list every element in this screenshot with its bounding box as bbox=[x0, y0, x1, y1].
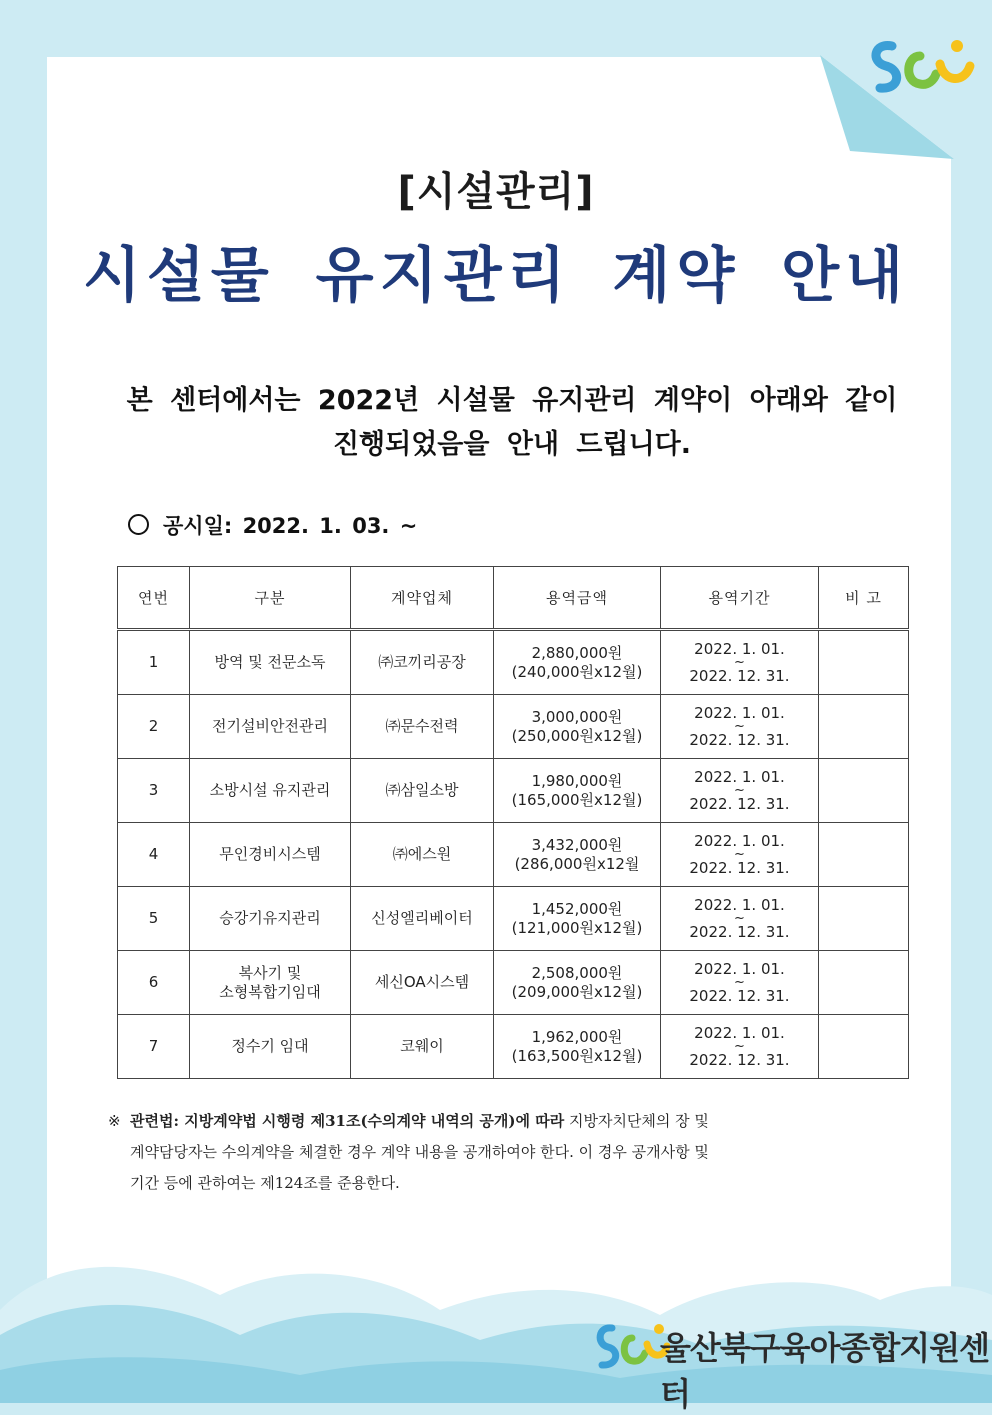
period-tilde: ~ bbox=[734, 782, 745, 798]
amount-monthly: (163,500원x12월) bbox=[511, 1046, 643, 1065]
reference-mark: ※ bbox=[108, 1112, 121, 1130]
amount-total: 2,508,000원 bbox=[531, 963, 623, 982]
organization-name: 울산북구육아종합지원센터 bbox=[660, 1329, 990, 1413]
footnote-line-2: 계약담당자는 수의계약을 체결한 경우 계약 내용을 공개하여야 한다. 이 경우 공개사항 및 bbox=[130, 1143, 709, 1161]
cell-amount bbox=[494, 823, 661, 887]
cell-no: 3 bbox=[118, 759, 190, 823]
amount-monthly: (209,000원x12월) bbox=[511, 982, 643, 1001]
period-tilde: ~ bbox=[734, 718, 745, 734]
period-start: 2022. 1. 01. bbox=[694, 639, 785, 658]
period-end: 2022. 12. 31. bbox=[689, 730, 790, 749]
amount-total: 3,432,000원 bbox=[531, 835, 623, 854]
amount-monthly: (121,000원x12월) bbox=[511, 918, 643, 937]
cell-period bbox=[661, 951, 819, 1015]
intro-line-2: 진행되었음을 안내 드립니다. bbox=[332, 429, 692, 460]
cell-amount bbox=[494, 630, 661, 695]
contracts-table bbox=[117, 566, 909, 1079]
amount-total: 1,962,000원 bbox=[531, 1027, 623, 1046]
period-tilde: ~ bbox=[734, 654, 745, 670]
period-start: 2022. 1. 01. bbox=[694, 767, 785, 786]
period-end: 2022. 12. 31. bbox=[689, 922, 790, 941]
footnote-law-reference: 관련법: 지방계약법 시행령 제31조(수의계약 내역의 공개)에 따라 bbox=[130, 1112, 565, 1130]
category-text-2: 소형복합기임대 bbox=[219, 982, 321, 1001]
table-row bbox=[118, 695, 909, 759]
cell-amount bbox=[494, 759, 661, 823]
header-category: 구분 bbox=[190, 567, 351, 630]
cell-period bbox=[661, 1015, 819, 1079]
cell-amount bbox=[494, 1015, 661, 1079]
cell-vendor: ㈜코끼리공장 bbox=[351, 630, 494, 695]
cell-note bbox=[819, 823, 909, 887]
amount-total: 1,452,000원 bbox=[531, 899, 623, 918]
cell-note bbox=[819, 951, 909, 1015]
legal-footnote bbox=[108, 1106, 898, 1199]
table-row bbox=[118, 759, 909, 823]
period-tilde: ~ bbox=[734, 846, 745, 862]
cell-note bbox=[819, 887, 909, 951]
header-amount: 용역금액 bbox=[494, 567, 661, 630]
period-end: 2022. 12. 31. bbox=[689, 666, 790, 685]
header-note: 비 고 bbox=[819, 567, 909, 630]
cell-category bbox=[190, 951, 351, 1015]
cell-vendor: ㈜문수전력 bbox=[351, 695, 494, 759]
cell-amount bbox=[494, 887, 661, 951]
cell-no: 5 bbox=[118, 887, 190, 951]
amount-monthly: (240,000원x12월) bbox=[511, 662, 643, 681]
cell-period bbox=[661, 759, 819, 823]
cell-note bbox=[819, 1015, 909, 1079]
period-start: 2022. 1. 01. bbox=[694, 703, 785, 722]
amount-total: 3,000,000원 bbox=[531, 707, 623, 726]
cell-note bbox=[819, 695, 909, 759]
cell-vendor: 세신OA시스템 bbox=[351, 951, 494, 1015]
cell-period bbox=[661, 630, 819, 695]
cell-category bbox=[190, 630, 351, 695]
amount-monthly: (165,000원x12월) bbox=[511, 790, 643, 809]
period-start: 2022. 1. 01. bbox=[694, 831, 785, 850]
period-start: 2022. 1. 01. bbox=[694, 895, 785, 914]
cell-period bbox=[661, 823, 819, 887]
table-header-row bbox=[118, 567, 909, 630]
category-text: 승강기유지관리 bbox=[219, 909, 321, 927]
table-row bbox=[118, 951, 909, 1015]
header-vendor: 계약업체 bbox=[351, 567, 494, 630]
cell-vendor: ㈜삼일소방 bbox=[351, 759, 494, 823]
period-tilde: ~ bbox=[734, 910, 745, 926]
footnote-line-1-rest: 지방자치단체의 장 및 bbox=[564, 1112, 709, 1130]
cell-category bbox=[190, 695, 351, 759]
page-subtitle: [시설관리] bbox=[397, 169, 595, 215]
footer-logo-icon bbox=[590, 1318, 670, 1378]
header-no: 연번 bbox=[118, 567, 190, 630]
cell-no: 6 bbox=[118, 951, 190, 1015]
cell-period bbox=[661, 887, 819, 951]
category-text: 소방시설 유지관리 bbox=[209, 781, 331, 799]
cell-note bbox=[819, 630, 909, 695]
cell-vendor: ㈜에스원 bbox=[351, 823, 494, 887]
cell-no: 1 bbox=[118, 630, 190, 695]
table-row bbox=[118, 630, 909, 695]
category-text: 복사기 및 bbox=[238, 963, 302, 982]
cell-period bbox=[661, 695, 819, 759]
cell-amount bbox=[494, 695, 661, 759]
period-end: 2022. 12. 31. bbox=[689, 986, 790, 1005]
period-start: 2022. 1. 01. bbox=[694, 959, 785, 978]
cell-no: 4 bbox=[118, 823, 190, 887]
page-title: 시설물 유지관리 계약 안내 bbox=[82, 241, 910, 311]
footnote-line-3: 기간 등에 관하여는 제124조를 준용한다. bbox=[130, 1174, 400, 1192]
table-row bbox=[118, 1015, 909, 1079]
period-end: 2022. 12. 31. bbox=[689, 794, 790, 813]
table-row bbox=[118, 887, 909, 951]
category-text: 무인경비시스템 bbox=[219, 845, 321, 863]
cell-vendor: 신성엘리베이터 bbox=[351, 887, 494, 951]
cell-amount bbox=[494, 951, 661, 1015]
cell-category bbox=[190, 759, 351, 823]
period-tilde: ~ bbox=[734, 1038, 745, 1054]
cell-category bbox=[190, 887, 351, 951]
cell-vendor: 코웨이 bbox=[351, 1015, 494, 1079]
period-tilde: ~ bbox=[734, 974, 745, 990]
cell-no: 2 bbox=[118, 695, 190, 759]
period-end: 2022. 12. 31. bbox=[689, 858, 790, 877]
category-text: 전기설비안전관리 bbox=[212, 717, 328, 735]
period-end: 2022. 12. 31. bbox=[689, 1050, 790, 1069]
cell-note bbox=[819, 759, 909, 823]
notice-date-label: 공시일: 2022. 1. 03. ~ bbox=[163, 514, 418, 538]
header-period: 용역기간 bbox=[661, 567, 819, 630]
amount-monthly: (286,000원x12월 bbox=[514, 854, 640, 873]
notice-date bbox=[128, 510, 417, 540]
amount-total: 2,880,000원 bbox=[531, 643, 623, 662]
category-text: 정수기 임대 bbox=[231, 1037, 309, 1055]
cell-category bbox=[190, 1015, 351, 1079]
amount-monthly: (250,000원x12월) bbox=[511, 726, 643, 745]
intro-line-1: 본 센터에서는 2022년 시설물 유지관리 계약이 아래와 같이 bbox=[126, 385, 898, 416]
table-row bbox=[118, 823, 909, 887]
category-text: 방역 및 전문소독 bbox=[214, 653, 326, 671]
cell-no: 7 bbox=[118, 1015, 190, 1079]
circle-bullet-icon bbox=[128, 514, 149, 535]
amount-total: 1,980,000원 bbox=[531, 771, 623, 790]
center-logo-icon bbox=[862, 34, 980, 104]
cell-category bbox=[190, 823, 351, 887]
period-start: 2022. 1. 01. bbox=[694, 1023, 785, 1042]
